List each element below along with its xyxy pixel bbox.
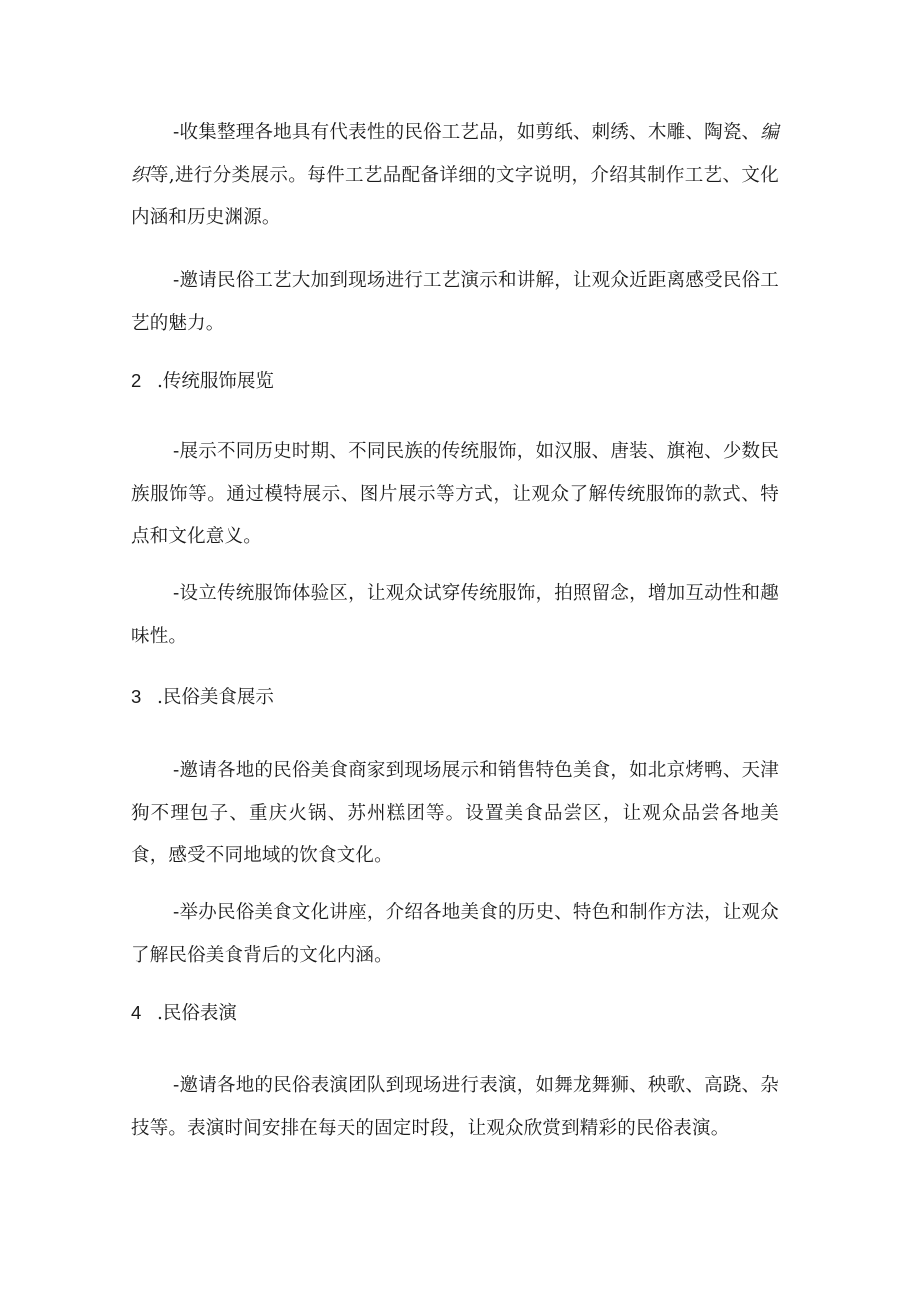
section-heading-food [131, 684, 274, 711]
paragraph-food-vendors: -邀请各地的民俗美食商家到现场展示和销售特色美食，如北京烤鸭、天津狗不理包子、重庆火锅、苏州糕团等。设置美食品尝区，让观众品尝各地美食，感受不同地域的饮食文化。 [131, 760, 779, 866]
paragraph-text-after: 等,进行分类展示。每件工艺品配备详细的文字说明，介绍其制作工艺、文化内涵和历史渊源。 [131, 164, 780, 228]
section-title: .传统服饰展览 [157, 371, 274, 392]
section-number: 4 [131, 1002, 142, 1023]
section-heading-costume [131, 368, 274, 395]
paragraph-crafts-demo: -邀请民俗工艺大加到现场进行工艺演示和讲解，让观众近距离感受民俗工艺的魅力。 [131, 270, 779, 334]
paragraph-text-italic: 编织 [131, 122, 779, 186]
paragraph-crafts-collection [131, 112, 779, 240]
paragraph-costume-display: -展示不同历史时期、不同民族的传统服饰，如汉服、唐装、旗袍、少数民族服饰等。通过模特展示、图片展示等方式，让观众了解传统服饰的款式、特点和文化意义。 [131, 441, 779, 547]
section-title: .民俗表演 [157, 1003, 237, 1024]
paragraph-food-lecture: -举办民俗美食文化讲座，介绍各地美食的历史、特色和制作方法，让观众了解民俗美食背后的文化内涵。 [131, 902, 779, 966]
section-heading-performance [131, 1000, 237, 1027]
section-number: 3 [131, 686, 142, 707]
section-title: .民俗美食展示 [157, 687, 274, 708]
paragraph-text-before: -收集整理各地具有代表性的民俗工艺品，如剪纸、刺绣、木雕、陶瓷、 [173, 122, 761, 143]
paragraph-performance: -邀请各地的民俗表演团队到现场进行表演，如舞龙舞狮、秧歌、高跷、杂技等。表演时间安排在每天的固定时段，让观众欣赏到精彩的民俗表演。 [131, 1075, 779, 1139]
section-number: 2 [131, 370, 142, 391]
paragraph-costume-experience: -设立传统服饰体验区，让观众试穿传统服饰，拍照留念，增加互动性和趣味性。 [131, 583, 779, 647]
